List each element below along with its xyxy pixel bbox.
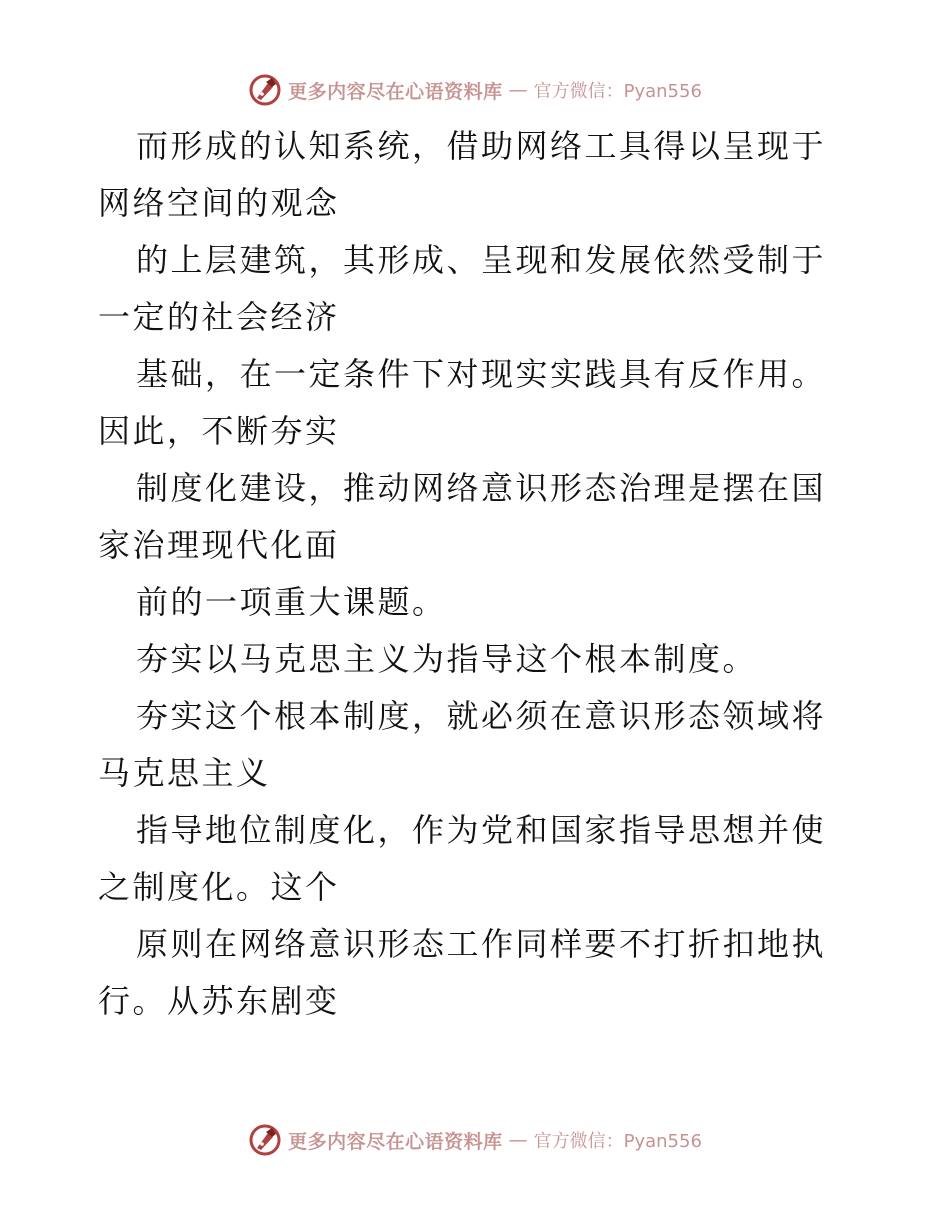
paragraph-6: 夯实以马克思主义为指导这个根本制度。: [136, 640, 758, 678]
footer-wechat-text: 官方微信：Pyan556: [533, 1131, 702, 1152]
paragraph-4: 制度化建设，推动网络意识形态治理是摆在国家治理现代化面: [98, 469, 827, 564]
paragraph-8: 指导地位制度化，作为党和国家指导思想并使之制度化。这个: [98, 811, 827, 906]
paragraph-3: 基础，在一定条件下对现实实践具有反作用。因此，不断夯实: [98, 355, 827, 450]
paragraph-2: 的上层建筑，其形成、呈现和发展依然受制于一定的社会经济: [98, 241, 827, 336]
paragraph-9: 原则在网络意识形态工作同样要不打折扣地执行。从苏东剧变: [98, 925, 827, 1020]
paragraph-5: 前的一项重大课题。: [136, 583, 447, 621]
pen-nib-logo-icon: [248, 1123, 282, 1157]
footer-watermark: [0, 1120, 950, 1160]
header-watermark: [0, 70, 950, 110]
footer-promo-text: 更多内容尽在心语资料库: [288, 1130, 503, 1153]
pen-nib-logo-icon: [248, 73, 282, 107]
paragraph-1: 而形成的认知系统，借助网络工具得以呈现于网络空间的观念: [98, 127, 827, 222]
header-promo-text: 更多内容尽在心语资料库: [288, 80, 503, 103]
header-separator: —: [508, 79, 528, 101]
paragraph-7: 夯实这个根本制度，就必须在意识形态领域将马克思主义: [98, 697, 827, 792]
footer-separator: —: [508, 1129, 528, 1151]
header-wechat-text: 官方微信：Pyan556: [533, 81, 702, 102]
document-body: [98, 118, 858, 1030]
